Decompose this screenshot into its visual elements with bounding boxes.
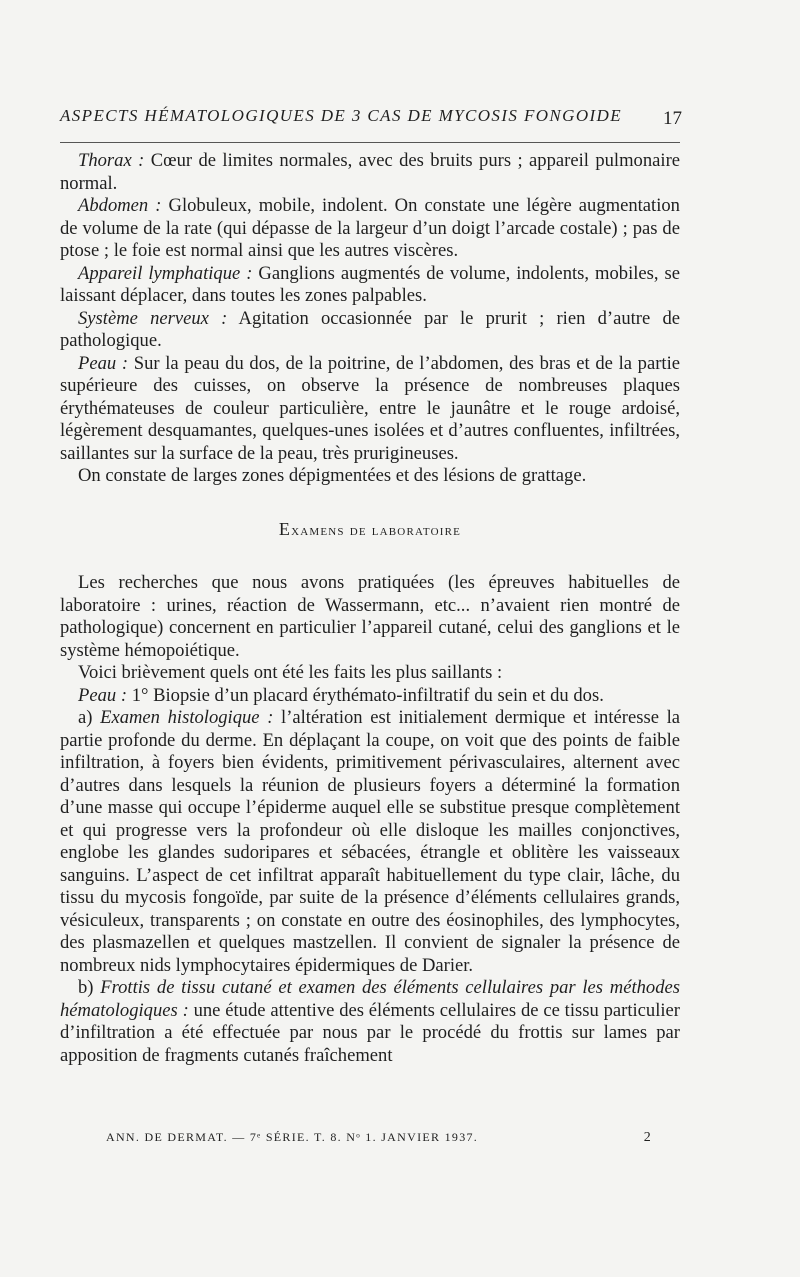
page-number: 17 (663, 108, 682, 129)
paragraph-text: Cœur de limites normales, avec des bruits purs ; appareil pulmonaire normal. (60, 150, 681, 194)
paragraph-label: Thorax : (78, 150, 145, 171)
paragraph-label: Abdomen : (78, 195, 162, 216)
running-title: ASPECTS HÉMATOLOGIQUES DE 3 CAS DE MYCOSIS FONGOIDE (60, 106, 623, 125)
paragraph-summary: Voici brièvement quels ont été les faits les plus saillants : (78, 662, 503, 683)
journal-citation: ANN. DE DERMAT. — 7ᵉ SÉRIE. T. 8. Nᵒ 1. JANVIER 1937. (106, 1130, 479, 1144)
item-prefix: b) (78, 977, 101, 998)
paragraph-skin (60, 353, 680, 466)
paragraph-text: Sur la peau du dos, de la poitrine, de l’abdomen, des bras et de la partie supérieure des cuisses, on observe la présence de nombreuses plaques érythémateuses de couleur particulière, entre le jaunâtre et le rouge ardoisé, légèrement desquamantes, quelques-unes isolées et d’autres confluentes, infiltrées, saillantes sur la surface de la peau, très prurigineuses. (60, 352, 680, 464)
paragraph-nervous (60, 308, 680, 353)
footer (106, 1130, 652, 1145)
paragraph-text: Ganglions augmentés de volume, indolents, mobiles, se laissant déplacer, dans toutes les zones palpables. (60, 262, 680, 306)
paragraph-text: 1° Biopsie d’un placard érythémato-infiltratif du sein et du dos. (127, 684, 604, 706)
paragraph-depigmentation: On constate de larges zones dépigmentées et des lésions de grattage. (78, 465, 587, 486)
paragraph-label: Frottis de tissu cutané et examen des éléments cellulaires par les méthodes hématologiques : (60, 977, 681, 1021)
signature-mark: 2 (643, 1130, 652, 1145)
section-title-initial: E (278, 518, 292, 539)
paragraph-thorax (60, 150, 680, 195)
paragraph-research: Les recherches que nous avons pratiquées (les épreuves habituelles de laboratoire : urines, réaction de Wassermann, etc... n’avaient rien montré de pathologique) concernent en particulier l’appareil cutané, celui des ganglions et le système hémopoiétique. (60, 572, 680, 661)
section-title (60, 518, 680, 543)
paragraph-label: Examen histologique : (100, 707, 274, 728)
paragraph-label: Appareil lymphatique : (78, 262, 253, 284)
body-text (60, 150, 680, 1067)
paragraph-lymphatic (60, 263, 680, 308)
section-title-rest: xamens de laboratoire (291, 522, 462, 539)
paragraph-biopsy (60, 685, 680, 708)
paragraph-text: Agitation occasionnée par le prurit ; rien d’autre de pathologique. (60, 307, 681, 351)
header-rule (60, 142, 680, 143)
paragraph-abdomen (60, 195, 680, 263)
paragraph-smears (60, 977, 680, 1067)
item-prefix: a) (78, 707, 101, 728)
paragraph-label: Système nerveux : (78, 307, 228, 329)
paragraph-text: Globuleux, mobile, indolent. On constate une légère augmentation de volume de la rate (qui dépasse de la largeur d’un doigt l’arcade costale) ; pas de ptose ; le foie est normal ainsi que les autres viscères. (60, 195, 680, 261)
paragraph-histology (60, 707, 680, 977)
paragraph-text: une étude attentive des éléments cellulaires de ce tissu particulier d’infiltration a été effectuée par nous par le procédé du frottis sur lames par apposition de fragments cutanés fraîchement (60, 999, 680, 1066)
paragraph-text: l’altération est initialement dermique et intéresse la partie profonde du derme. En déplaçant la coupe, on voit que des points de faible infiltration, à foyers bien évidents, primitivement périvasculaires, alternent avec d’autres dans lesquels la réunion de plusieurs foyers a déterminé la formation d’une masse qui occupe l’épiderme auquel elle se substitue presque complètement et qui progresse vers la profondeur où elle disloque les mailles conjonctives, englobe les glandes sudoripares et sébacées, étrangle et oblitère les vaisseaux sanguins. L’aspect de cet infiltrat apparaît habituellement du type clair, lâche, du tissu du mycosis fongoïde, par suite de la présence d’éléments cellulaires grands, vésiculeux, transparents ; on constate en outre des éosinophiles, des lymphocytes, des plasmazellen et quelques mastzellen. Il convient de signaler la présence de nombreux nids lymphocytaires épidermiques de Darier. (60, 707, 681, 976)
paragraph-label: Peau : (78, 684, 128, 706)
paragraph-label: Peau : (78, 352, 129, 374)
